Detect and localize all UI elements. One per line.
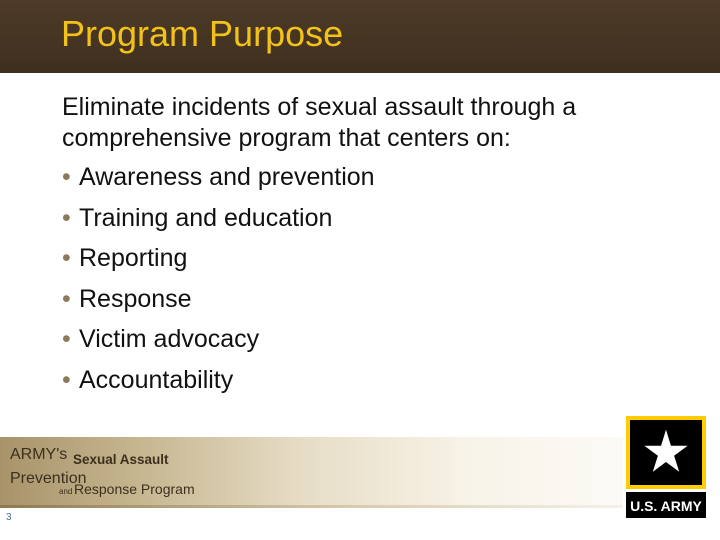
program-logo-response: Response Program	[74, 481, 195, 497]
page-number: 3	[6, 512, 12, 523]
slide-title: Program Purpose	[61, 13, 344, 54]
bullet-dot-icon: •	[62, 365, 71, 394]
footer-divider	[0, 505, 720, 508]
slide-body	[62, 92, 672, 405]
bullet-dot-icon: •	[62, 163, 71, 191]
bullet-item: • Reporting	[62, 244, 188, 272]
bullet-dot-icon: •	[62, 203, 71, 232]
bullet-item: • Response	[62, 284, 192, 313]
intro-text: Eliminate incidents of sexual assault through a comprehensive program that centers on:	[62, 93, 577, 152]
program-logo-prevention: Prevention	[10, 470, 87, 487]
bullet-item: • Training and education	[62, 203, 333, 232]
bullet-list	[62, 162, 672, 405]
bullet-item: • Accountability	[62, 365, 234, 394]
bullet-item: • Awareness and prevention	[62, 163, 375, 191]
bullet-dot-icon: •	[62, 244, 71, 272]
bullet-dot-icon: •	[62, 325, 71, 353]
bullet-item: • Victim advocacy	[62, 325, 260, 353]
program-logo-armys: ARMY's	[10, 446, 68, 463]
program-logo-sexual-assault: Sexual Assault	[73, 452, 169, 467]
title-bar	[0, 0, 720, 73]
us-army-label: U.S. ARMY	[630, 498, 702, 514]
us-army-star-logo-icon	[623, 414, 709, 521]
program-logo-and: and	[59, 487, 73, 496]
bullet-dot-icon: •	[62, 284, 71, 313]
